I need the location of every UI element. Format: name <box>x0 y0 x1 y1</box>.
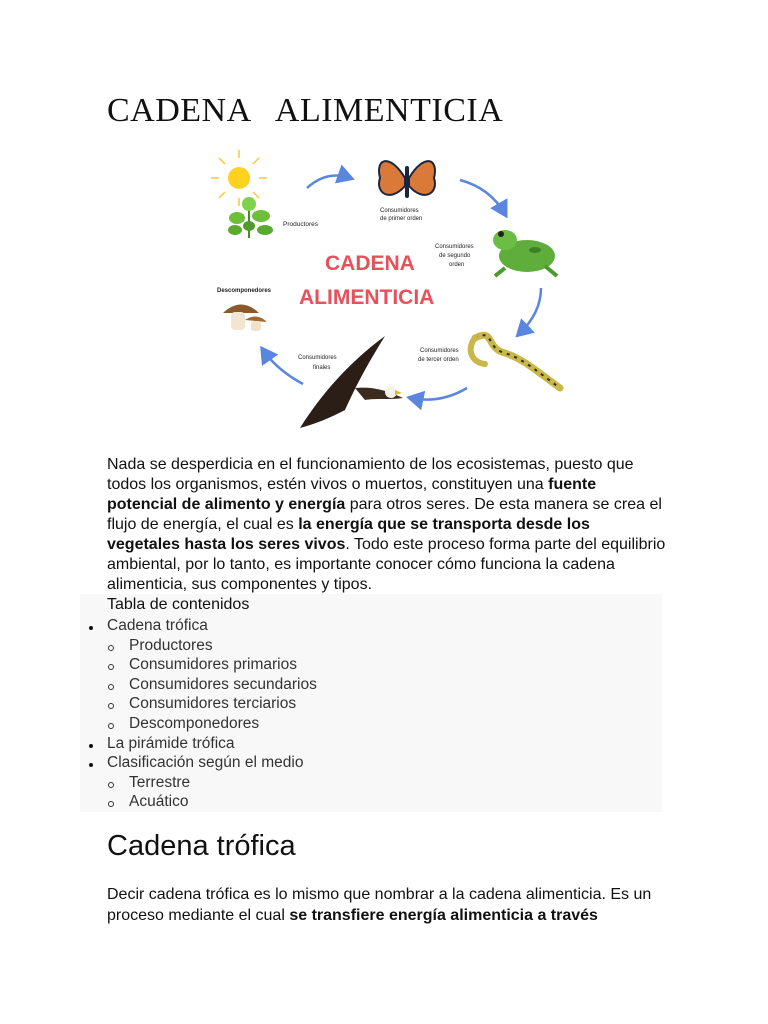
label-tercer-orden-1: Consumidores <box>420 348 459 354</box>
toc-item-clasificacion[interactable]: Clasificación según el medio <box>80 753 662 773</box>
toc-item-consumidores-terciarios[interactable]: Consumidores terciarios <box>80 694 662 714</box>
toc-item-terrestre[interactable]: Terrestre <box>80 773 662 793</box>
arrow-segundo-to-tercer <box>519 288 541 334</box>
toc-item-productores[interactable]: Productores <box>80 636 662 656</box>
toc-title: Tabla de contenidos <box>107 596 250 613</box>
snake-icon <box>471 335 560 388</box>
section-paragraph: Decir cadena trófica es lo mismo que nombrar a la cadena alimenticia. Es un proceso mediante el cual se transfiere energía alimenticia a través <box>107 886 652 924</box>
label-segundo-orden-1: Consumidores <box>435 244 474 250</box>
arrow-tercer-to-finales <box>411 388 467 400</box>
arrow-primer-to-segundo <box>460 180 505 214</box>
arrow-productores-to-primer <box>307 176 350 188</box>
diagram-heading-line1: CADENA <box>325 252 415 275</box>
section-title: Cadena trófica <box>107 830 296 862</box>
diagram-heading-line2: ALIMENTICIA <box>299 286 435 309</box>
label-primer-orden-2: de primer orden <box>380 216 423 222</box>
eagle-icon <box>300 336 403 428</box>
label-segundo-orden-3: orden <box>449 262 465 268</box>
plant-icon <box>228 197 273 238</box>
intro-paragraph: Nada se desperdicia en el funcionamiento de los ecosistemas, puesto que todos los organismos, estén vivos o muertos, constituyen una fuente potencial de alimento y energía para otros seres. De esta manera se crea el flujo de energía, el cual es la energía que se transporta desde los vegetales hasta los seres vivos. Todo este proceso forma parte del equilibrio ambiental, por lo tanto, es importante conocer cómo funciona la cadena alimenticia, sus componentes y tipos. <box>107 456 666 593</box>
label-tercer-orden-2: de tercer orden <box>418 357 459 363</box>
label-primer-orden-1: Consumidores <box>380 208 419 214</box>
mushroom-icon <box>223 305 267 332</box>
toc-item-consumidores-secundarios[interactable]: Consumidores secundarios <box>80 675 662 695</box>
toc-item-consumidores-primarios[interactable]: Consumidores primarios <box>80 655 662 675</box>
sun-icon <box>211 150 267 206</box>
label-finales-1: Consumidores <box>298 355 337 361</box>
page-title: CADENA ALIMENTICIA <box>107 92 504 129</box>
toc-item-piramide-trofica[interactable]: La pirámide trófica <box>80 734 662 754</box>
arrow-finales-to-descomponedores <box>263 350 303 384</box>
butterfly-icon <box>379 161 435 198</box>
toc-item-acuatico[interactable]: Acuático <box>80 792 662 812</box>
frog-icon <box>493 230 557 276</box>
label-segundo-orden-2: de segundo <box>439 253 471 259</box>
label-descomponedores: Descomponedores <box>217 288 272 294</box>
toc-item-descomponedores[interactable]: Descomponedores <box>80 714 662 734</box>
label-finales-2: finales <box>313 365 331 371</box>
table-of-contents <box>80 594 662 812</box>
label-productores: Productores <box>283 221 319 228</box>
food-chain-diagram <box>205 148 575 438</box>
toc-item-cadena-trofica[interactable]: Cadena trófica <box>80 616 662 636</box>
